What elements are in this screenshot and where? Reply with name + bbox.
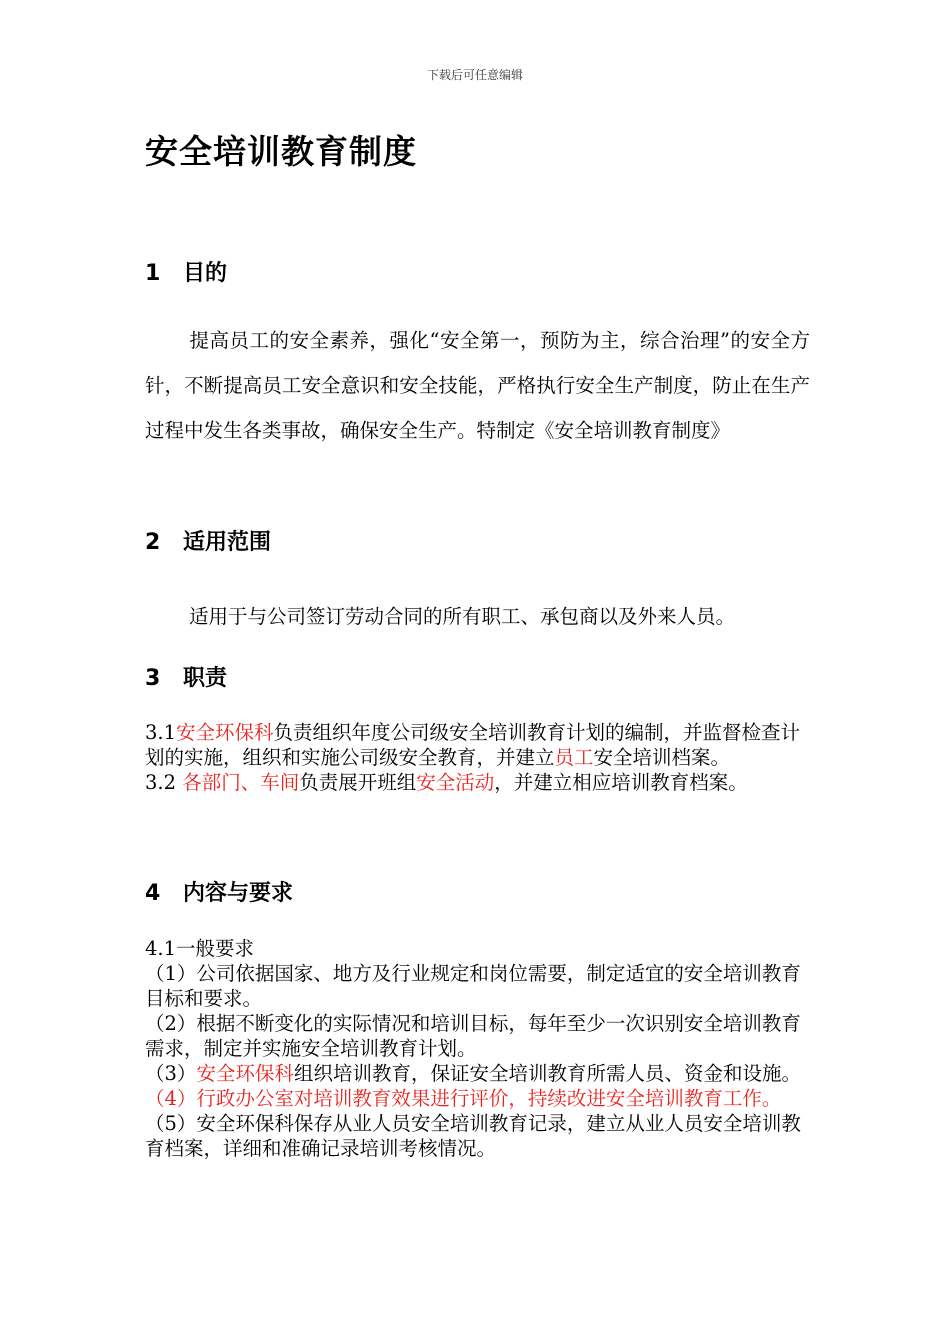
- purpose-text: 提高员工的安全素养，强化“安全第一，预防为主，综合治理”的安全方针，不断提高员工安全意识和安全技能，严格执行安全生产制度，防止在生产过程中发生各类事故，确保安全生产。特制定《安全培训教育制度》: [145, 329, 810, 442]
- duty-item-3-2: 3.2 各部门、车间负责展开班组安全活动，并建立相应培训教育档案。: [145, 771, 748, 794]
- section-number: 1: [145, 261, 161, 286]
- section-title: 职责: [183, 666, 228, 691]
- document-title: 安全培训教育制度: [145, 132, 417, 171]
- duty-item-3-1: 3.1安全环保科负责组织年度公司级安全培训教育计划的编制，并监督检查计划的实施，组织和实施公司级安全教育，并建立员工安全培训档案。: [145, 721, 801, 769]
- requirements-block: [145, 936, 810, 1161]
- section-number: 4: [145, 881, 161, 906]
- duties-block: [145, 720, 810, 795]
- section-heading-duties: [145, 661, 227, 692]
- requirement-item-3: （3）安全环保科组织培训教育，保证安全培训教育所需人员、资金和设施。: [145, 1062, 801, 1085]
- section-number: 2: [145, 530, 161, 555]
- requirements-subheading: 4.1一般要求: [145, 937, 255, 960]
- requirement-item-4: （4）行政办公室对培训教育效果进行评价，持续改进安全培训教育工作。: [145, 1087, 782, 1110]
- section-number: 3: [145, 666, 161, 691]
- section-title: 目的: [183, 261, 228, 286]
- section-title: 适用范围: [183, 530, 272, 555]
- requirement-item-5: （5）安全环保科保存从业人员安全培训教育记录，建立从业人员安全培训教育档案，详细和准确记录培训考核情况。: [145, 1112, 801, 1160]
- requirement-item-1: （1）公司依据国家、地方及行业规定和岗位需要，制定适宜的安全培训教育目标和要求。: [145, 962, 801, 1010]
- scope-paragraph: 适用于与公司签订劳动合同的所有职工、承包商以及外来人员。: [189, 605, 736, 628]
- section-heading-purpose: [145, 256, 227, 287]
- section-heading-scope: [145, 525, 271, 556]
- header-note: 下载后可任意编辑: [426, 68, 523, 82]
- purpose-paragraph: [145, 318, 810, 453]
- requirement-item-2: （2）根据不断变化的实际情况和培训目标，每年至少一次识别安全培训教育需求，制定并实施安全培训教育计划。: [145, 1012, 801, 1060]
- section-heading-requirements: [145, 876, 293, 907]
- section-title: 内容与要求: [183, 881, 294, 906]
